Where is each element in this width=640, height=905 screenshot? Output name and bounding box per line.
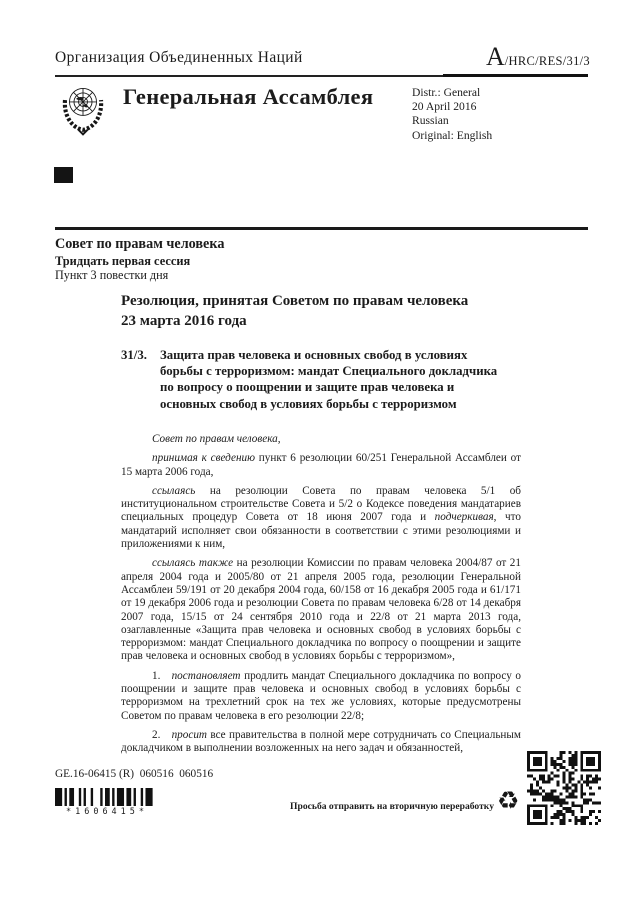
paragraph: принимая к сведению пункт 6 резолюции 60/251 Генеральной Ассамблеи от 15 марта 2006 года, [121,452,521,478]
paragraph: ссылаясь также на резолюции Комиссии по правам человека 2004/87 от 21 апреля 2004 года и 2005/80 от 21 апреля 2005 года, резолюции Генеральной Ассамблеи 59/191 от 20 декабря 2004 года, 60/158 от 16 декабря 2005 года и 61/171 от 19 декабря 2006 года и резолюции Совета по правам человека 6/28 от 14 декабря 2007 года, 15/15 от 24 сентября 2010 года и 22/8 от 21 марта 2013 года, озаглавленные «Защита прав человека и основных свобод в условиях борьбы с терроризмом: мандат Специального докладчика по вопросу о поощрении и защите прав человека и основных свобод в условиях борьбы с терроризмом», [121,557,521,663]
org-name: Организация Объединенных Наций [55,49,303,66]
recycle-icon: ♻ [497,786,520,815]
resolution-title [121,291,468,331]
resolution-heading [121,347,510,412]
resolution-subject: Защита прав человека и основных свобод в условиях борьбы с терроризмом: мандат Специального докладчика по вопросу о поощрении и защите прав человека и основных свобод в условиях борьбы с терроризмом [160,348,498,411]
resolution-number: 31/3. [121,348,147,362]
body-paragraphs [121,433,521,762]
barcode-text: *1606415* [65,807,149,817]
header-rule-right [443,74,588,77]
distr-line: Original: English [412,128,493,142]
recycle-note: Просьба отправить на вторичную переработку [290,801,494,812]
paragraph: 2. просит все правительства в полной мере сотрудничать со Специальным докладчиком в выполнении возложенных на него задач и обязанностей, [121,728,521,755]
margin-position-marker [54,167,73,183]
distr-line: 20 April 2016 [412,100,477,114]
resolution-title-line: Резолюция, принятая Советом по правам человека [121,293,469,309]
document-symbol-initial: A [486,42,505,71]
paragraph: Совет по правам человека, [152,433,281,445]
un-emblem-icon [56,79,110,141]
paragraph: 1. постановляет продлить мандат Специального докладчика по вопросу о поощрении и защите прав человека и основных свобод в условиях борьбы с терроризмом на трехлетний срок на тех же условиях, которые предусмотрены Советом по правам человека в его резолюции 22/8; [121,669,521,722]
ge-number: GE.16-06415 (R) 060516 060516 [55,768,214,780]
distr-line: Distr.: General [412,86,481,99]
agenda-item: Пункт 3 повестки дня [55,268,169,282]
distr-block [412,86,492,143]
session-title: Тридцать первая сессия [55,254,191,268]
section-rule [55,227,588,230]
document-symbol-rest: /HRC/RES/31/3 [504,54,590,68]
paragraph: ссылаясь на резолюции Совета по правам человека 5/1 об институциональном строительстве Совета и 5/2 о Кодексе поведения мандатариев специальных процедур Совета от 18 июня 2007 года и подчеркивая, что мандатарий исполняет свои обязанности в соответствии с этими резолюциями и приложениями к ним, [121,484,521,551]
document-symbol [486,42,594,72]
resolution-title-line: 23 марта 2016 года [121,313,247,329]
distr-line: Russian [412,114,449,128]
assembly-title: Генеральная Ассамблея [123,84,374,109]
barcode [55,788,155,806]
qr-code [527,751,601,825]
council-title: Совет по правам человека [55,236,225,252]
